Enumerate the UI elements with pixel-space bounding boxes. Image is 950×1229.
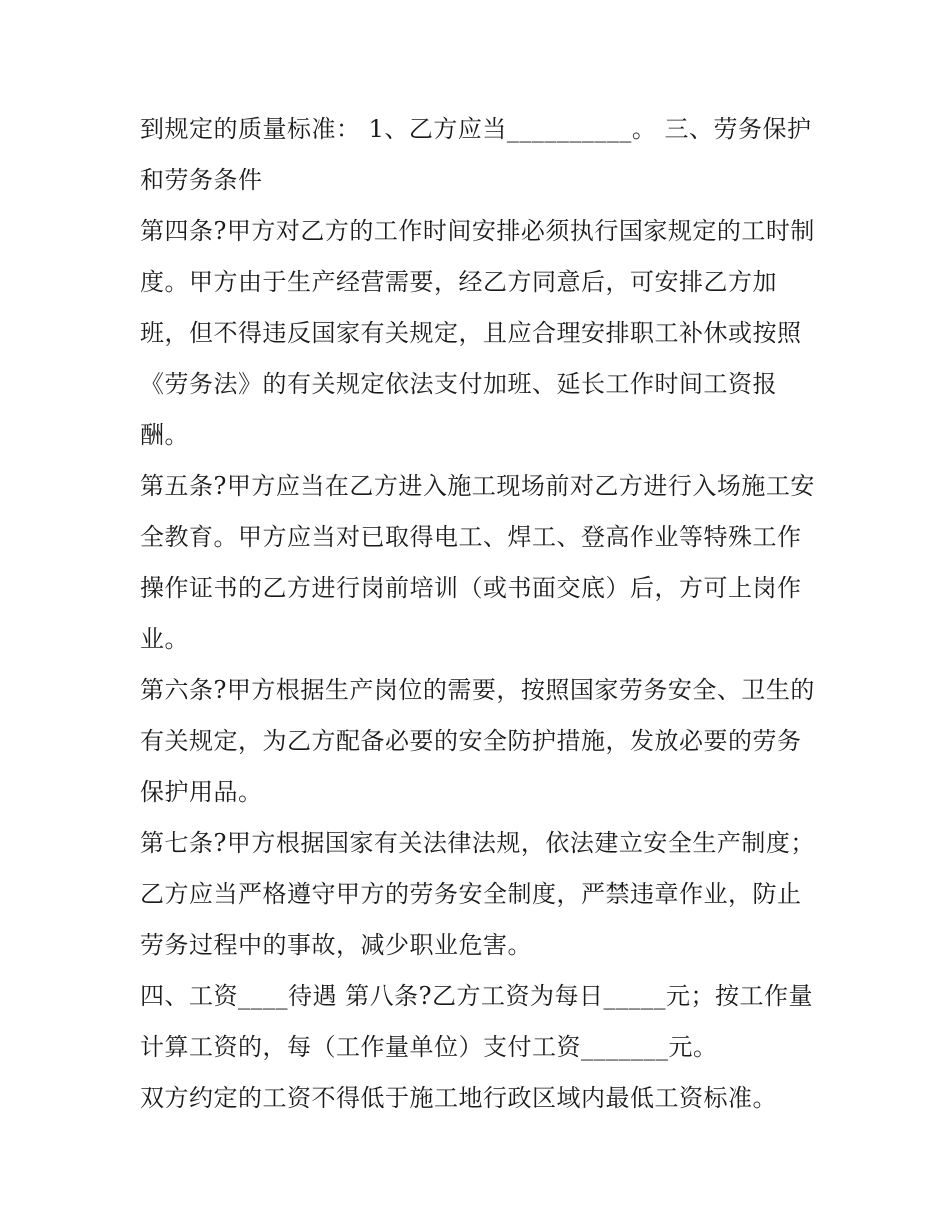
document-body <box>140 104 820 1124</box>
paragraph-article-6: 第六条?甲方根据生产岗位的需要，按照国家劳务安全、卫生的有关规定，为乙方配备必要的安全防护措施，发放必要的劳务保护用品。 <box>140 676 815 806</box>
paragraph-quality-standard: 到规定的质量标准： 1、乙方应当__________。 三、劳务保护和劳务条件 <box>140 115 812 194</box>
paragraph-article-7: 第七条?甲方根据国家有关法律法规，依法建立安全生产制度；乙方应当严格遵守甲方的劳务安全制度，严禁违章作业，防止劳务过程中的事故，减少职业危害。 <box>140 829 815 959</box>
paragraph-minimum-wage: 双方约定的工资不得低于施工地行政区域内最低工资标准。 <box>140 1084 777 1112</box>
paragraph-article-4: 第四条?甲方对乙方的工作时间安排必须执行国家规定的工时制度。甲方由于生产经营需要，经乙方同意后，可安排乙方加班，但不得违反国家有关规定，且应合理安排职工补休或按照《劳务法》的有关规定依法支付加班、延长工作时间工资报酬。 <box>140 217 815 449</box>
paragraph-article-5: 第五条?甲方应当在乙方进入施工现场前对乙方进行入场施工安全教育。甲方应当对已取得电工、焊工、登高作业等特殊工作操作证书的乙方进行岗前培训（或书面交底）后，方可上岗作业。 <box>140 472 815 653</box>
paragraph-article-8-wages: 四、工资____待遇 第八条?乙方工资为每日_____元；按工作量计算工资的，每（工作量单位）支付工资_______元。 <box>140 982 813 1061</box>
